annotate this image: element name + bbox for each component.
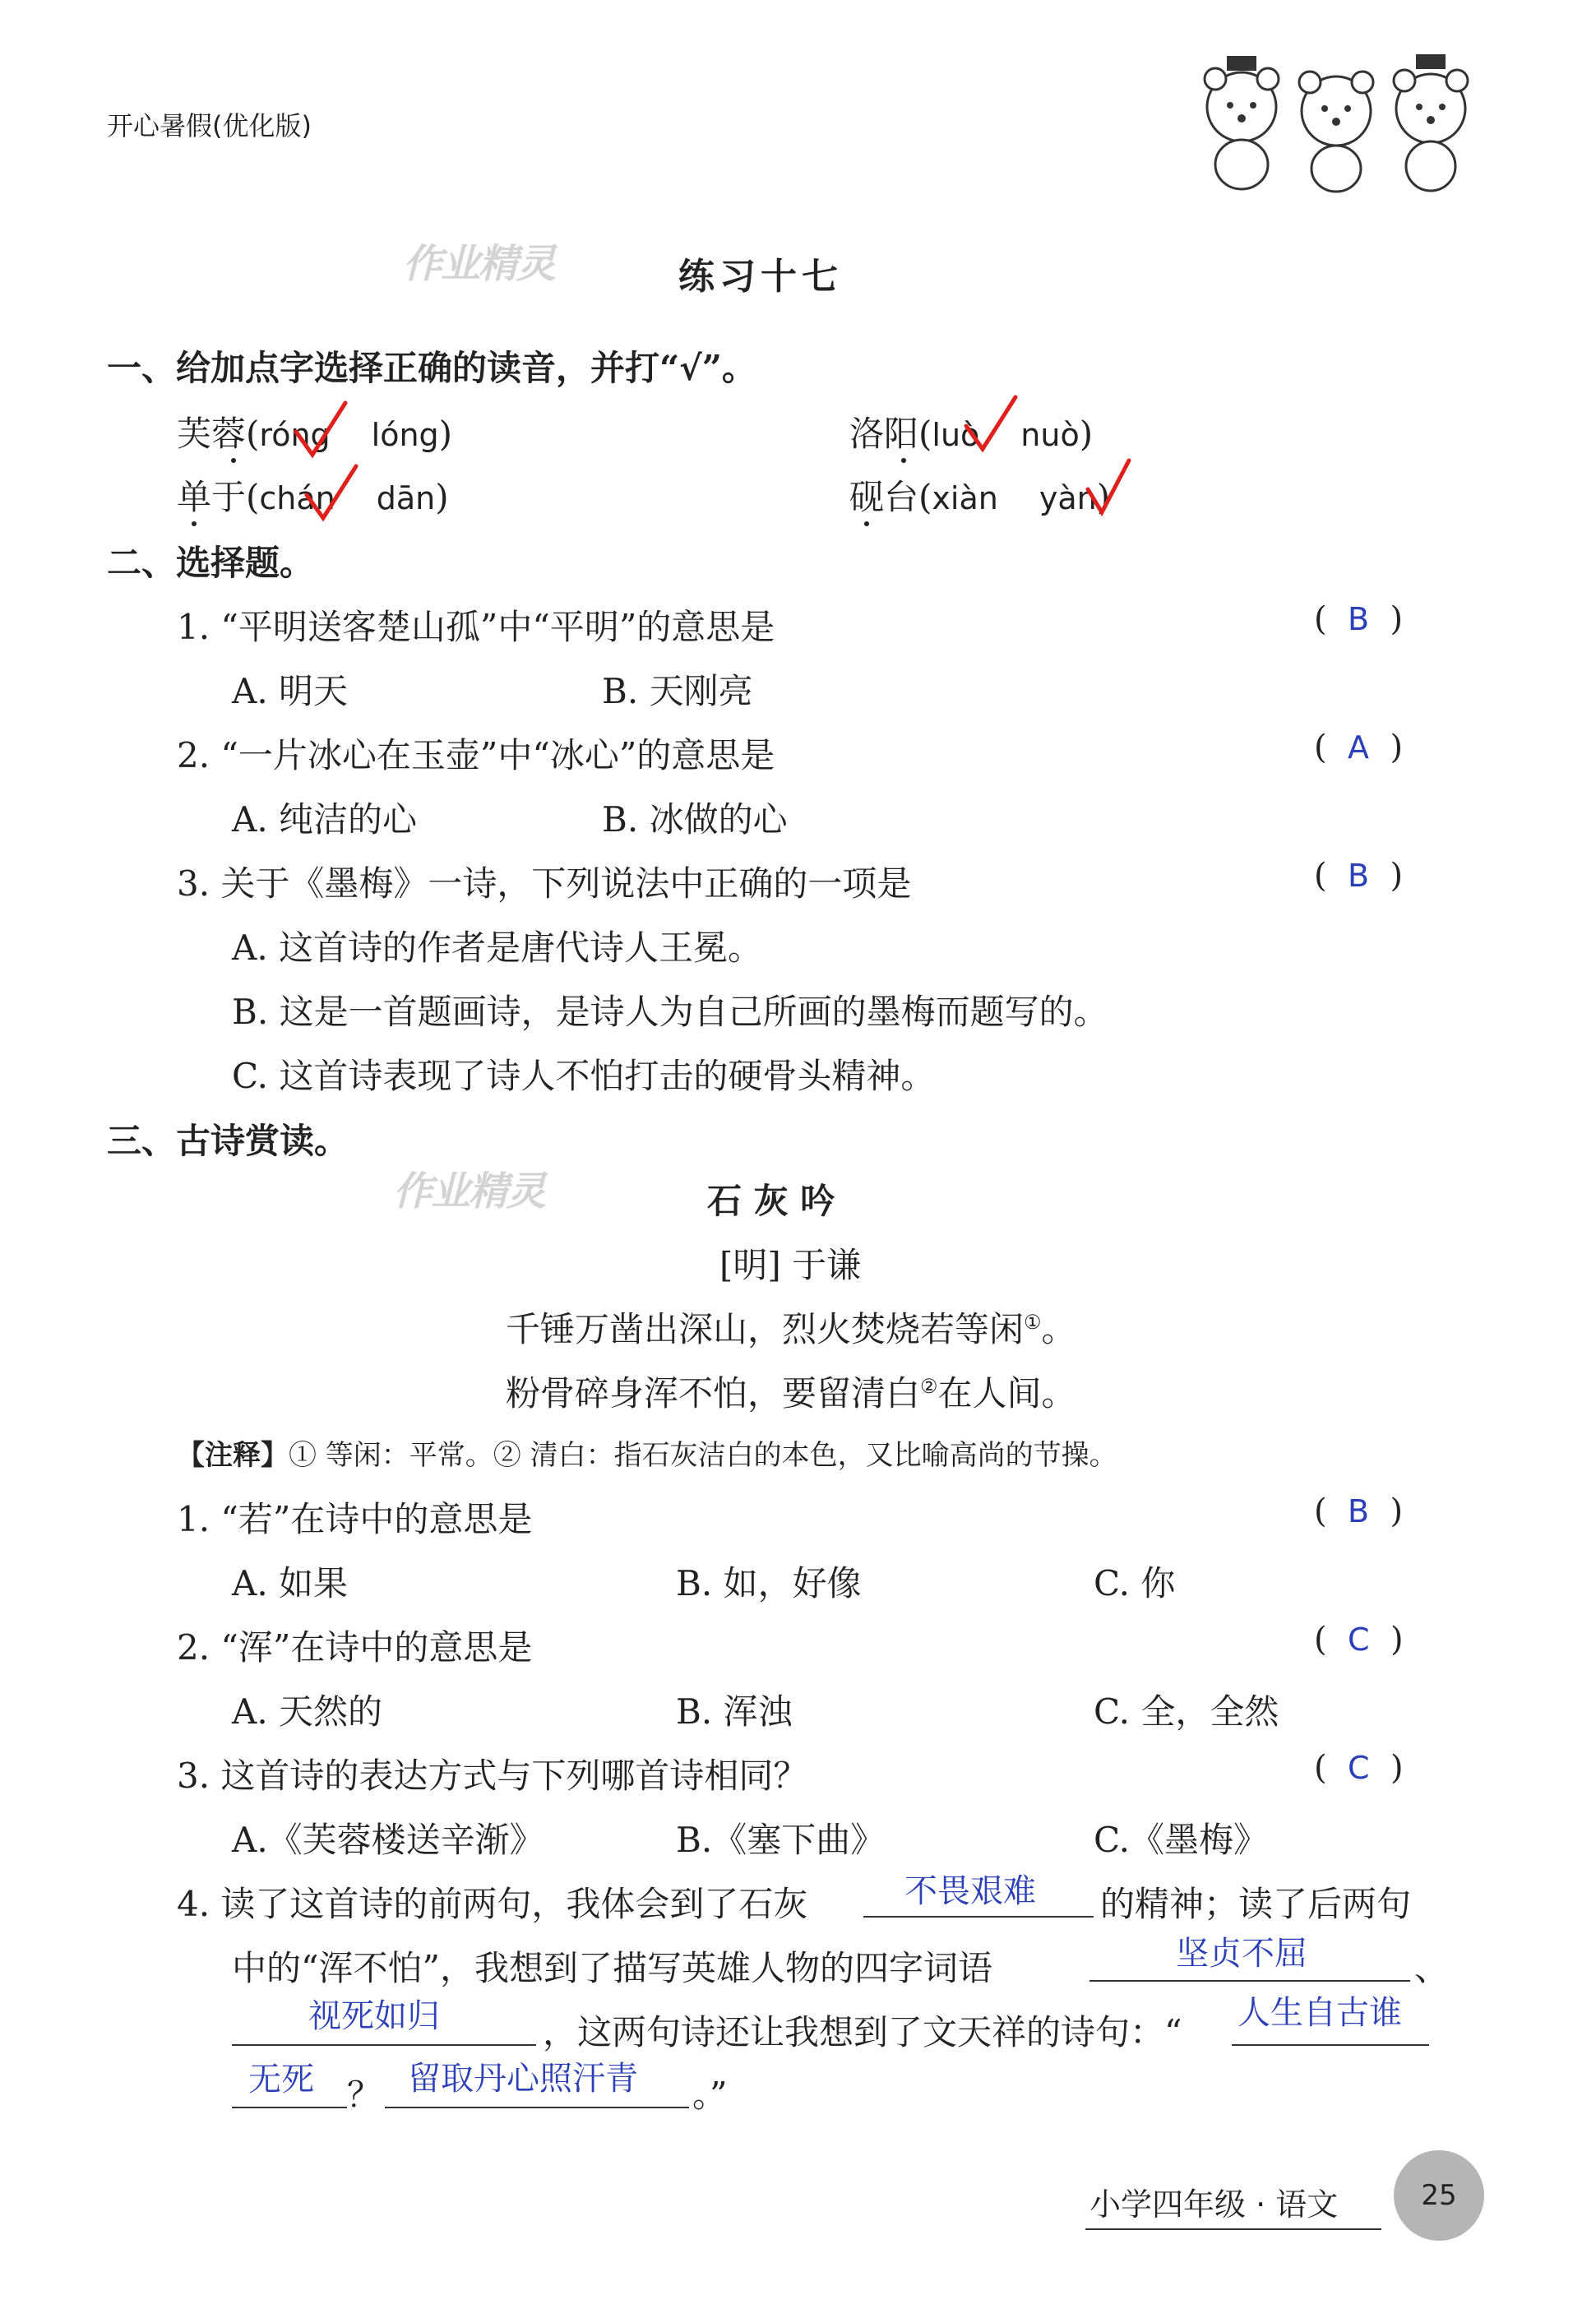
answer-bracket: ( B ) [1314, 600, 1404, 638]
blank-line [1232, 2044, 1429, 2046]
handwritten-answer: 留取丹心照汗青 [408, 2060, 638, 2098]
red-check-icon [292, 399, 349, 460]
blank-line [232, 2044, 536, 2046]
blank-line [1089, 1980, 1410, 1982]
question-text: 2. “一片冰心在玉壶”中“冰心”的意思是 [177, 735, 775, 775]
option: B. 如，好像 [676, 1563, 862, 1603]
option: A. 这首诗的作者是唐代诗人王冕。 [232, 928, 763, 968]
poem-title: 石 灰 吟 [707, 1181, 835, 1221]
section1-heading: 一、给加点字选择正确的读音，并打“√”。 [107, 348, 756, 388]
option: A. 如果 [232, 1563, 349, 1603]
answer-bracket: ( A ) [1314, 729, 1404, 766]
blank-line [385, 2107, 689, 2108]
page-title: 练习十七 [678, 256, 843, 298]
book-title: 开心暑假(优化版) [107, 110, 312, 141]
blank-line [232, 2107, 347, 2108]
bear-mascots-illustration [1184, 49, 1488, 197]
pinyin-item-4: 砚台(xiàn yàn) [849, 477, 1111, 517]
option: C. 这首诗表现了诗人不怕打击的硬骨头精神。 [232, 1056, 936, 1096]
red-check-icon [1084, 456, 1133, 518]
option: B. 浑浊 [676, 1691, 793, 1732]
blank-line [863, 1916, 1094, 1918]
handwritten-answer: 不畏艰难 [904, 1872, 1036, 1910]
answer-bracket: ( C ) [1314, 1621, 1404, 1659]
handwritten-answer: 人生自古谁 [1237, 1994, 1402, 2032]
question-text: 4. 读了这首诗的前两句，我体会到了石灰 [177, 1884, 808, 1924]
question-text: ？ [347, 2075, 382, 2115]
question-text: 、 [1414, 1948, 1450, 1988]
handwritten-answer: 视死如归 [308, 1997, 440, 2035]
option: B. 天刚亮 [602, 671, 753, 711]
option: A. 纯洁的心 [232, 799, 418, 840]
red-check-icon [303, 462, 360, 524]
option: A.《芙蓉楼送辛渐》 [232, 1820, 544, 1860]
answer-bracket: ( B ) [1314, 1492, 1404, 1530]
red-check-icon [962, 393, 1020, 455]
section2-heading: 二、选择题。 [107, 543, 315, 583]
pinyin-item-1: 芙蓉(róng lóng) [177, 414, 453, 454]
question-text: 中的“浑不怕”，我想到了描写英雄人物的四字词语 [232, 1948, 992, 1988]
handwritten-answer: 坚贞不屈 [1176, 1935, 1307, 1973]
question-text: ，这两句诗还让我想到了文天祥的诗句：“ [543, 2012, 1182, 2052]
option: B. 冰做的心 [602, 799, 788, 840]
watermark: 作业精灵 [403, 241, 555, 287]
option: C. 全，全然 [1094, 1691, 1279, 1732]
option: C.《墨梅》 [1094, 1820, 1268, 1860]
pinyin-item-3: 单于(chán dān) [177, 477, 449, 517]
question-text: 3. 这首诗的表达方式与下列哪首诗相同？ [177, 1756, 808, 1796]
pinyin-item-2: 洛阳(luò nuò) [849, 414, 1094, 454]
answer-bracket: ( C ) [1314, 1749, 1404, 1787]
handwritten-answer: 无死 [248, 2061, 314, 2098]
question-text: 的精神；读了后两句 [1100, 1884, 1412, 1924]
option: A. 天然的 [232, 1691, 383, 1732]
page-number: 25 [1394, 2150, 1484, 2241]
option: B.《塞下曲》 [676, 1820, 886, 1860]
poem-line-2: 粉骨碎身浑不怕，要留清白②在人间。 [506, 1373, 1076, 1413]
annotation: 【注释】① 等闲：平常。② 清白：指石灰洁白的本色，又比喻高尚的节操。 [177, 1439, 1117, 1472]
option: A. 明天 [232, 671, 349, 711]
answer-bracket: ( B ) [1314, 857, 1404, 895]
question-text: 1. “若”在诗中的意思是 [177, 1499, 533, 1539]
question-text: 2. “浑”在诗中的意思是 [177, 1627, 533, 1668]
section3-heading: 三、古诗赏读。 [107, 1121, 349, 1161]
emphasis-dot [192, 521, 197, 526]
footer-label: 小学四年级 · 语文 [1089, 2186, 1339, 2223]
option: C. 你 [1094, 1563, 1176, 1603]
poem-line-1: 千锤万凿出深山，烈火焚烧若等闲①。 [506, 1309, 1076, 1349]
emphasis-dot [231, 458, 236, 463]
watermark: 作业精灵 [393, 1168, 545, 1215]
poem-author: [明] 于谦 [719, 1245, 862, 1285]
question-text: 1. “平明送客楚山孤”中“平明”的意思是 [177, 607, 775, 647]
question-text: 3. 关于《墨梅》一诗，下列说法中正确的一项是 [177, 863, 912, 904]
question-text: 。” [692, 2075, 728, 2115]
emphasis-dot [864, 521, 869, 526]
option: B. 这是一首题画诗，是诗人为自己所画的墨梅而题写的。 [232, 992, 1108, 1032]
footer-divider [1085, 2228, 1381, 2230]
emphasis-dot [901, 458, 906, 463]
